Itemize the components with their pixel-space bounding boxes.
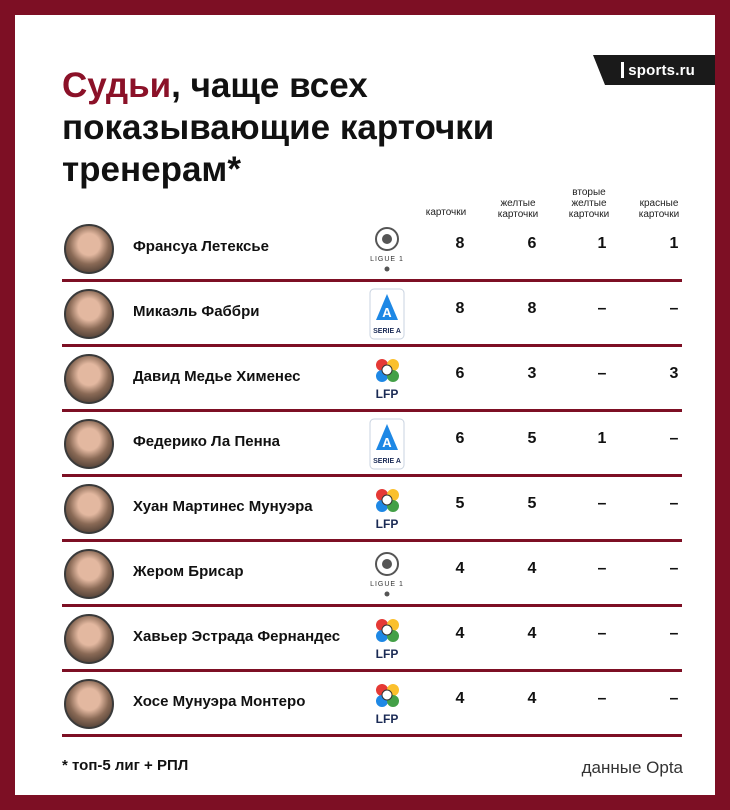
title-line1-rest: , чаще всех bbox=[171, 66, 368, 105]
second-yellow-cards-value: – bbox=[597, 690, 607, 707]
cards-value: 4 bbox=[455, 560, 465, 577]
table-row bbox=[62, 477, 682, 542]
second-yellow-cards-value: 1 bbox=[597, 235, 607, 252]
page-title bbox=[62, 65, 494, 191]
cards-value: 6 bbox=[455, 430, 465, 447]
referee-name: Франсуа Летексье bbox=[133, 238, 269, 255]
lfp-logo-icon bbox=[369, 613, 405, 665]
table-row bbox=[62, 282, 682, 347]
cards-value: 6 bbox=[455, 365, 465, 382]
ligue1-logo-icon bbox=[369, 223, 405, 275]
lfp-logo-icon bbox=[369, 678, 405, 730]
referee-photo bbox=[64, 289, 114, 339]
lfp-logo-icon bbox=[369, 353, 405, 405]
infographic-card bbox=[15, 15, 715, 795]
column-header-second-yellow bbox=[554, 187, 624, 220]
referee-name: Хосе Мунуэра Монтеро bbox=[133, 693, 306, 710]
referee-photo bbox=[64, 549, 114, 599]
red-cards-value: – bbox=[669, 690, 679, 707]
table-row bbox=[62, 607, 682, 672]
league-label: LIGUE 1 bbox=[370, 581, 404, 588]
yellow-cards-value: 4 bbox=[527, 560, 537, 577]
logo-text: sports.ru bbox=[628, 61, 695, 79]
referee-name: Хавьер Эстрада Фернандес bbox=[133, 628, 341, 645]
table-row bbox=[62, 217, 682, 282]
sports-ru-logo bbox=[605, 55, 715, 85]
yellow-cards-value: 5 bbox=[527, 430, 537, 447]
seriea-logo-icon bbox=[369, 418, 405, 470]
yellow-cards-value: 3 bbox=[527, 365, 537, 382]
column-header-red-line2: карточки bbox=[638, 209, 680, 220]
title-line2: показывающие карточки bbox=[62, 108, 495, 147]
table-row bbox=[62, 672, 682, 737]
yellow-cards-value: 4 bbox=[527, 625, 537, 642]
red-cards-value: – bbox=[669, 300, 679, 317]
yellow-cards-value: 4 bbox=[527, 690, 537, 707]
column-header-red-line1: красные bbox=[639, 198, 679, 209]
column-header-yellow-line2: карточки bbox=[497, 209, 539, 220]
footnote: * топ-5 лиг + РПЛ bbox=[62, 757, 189, 774]
referee-name: Хуан Мартинес Мунуэра bbox=[133, 498, 313, 515]
source-note: данные Opta bbox=[581, 758, 683, 777]
svg-text:A: A bbox=[382, 305, 392, 320]
red-cards-value: 3 bbox=[669, 365, 679, 382]
league-label: SERIE A bbox=[373, 328, 401, 335]
cards-value: 8 bbox=[455, 300, 465, 317]
column-header-yellow-line1: желтые bbox=[500, 198, 536, 209]
red-cards-value: – bbox=[669, 560, 679, 577]
column-header-second-yellow-line2: желтые bbox=[571, 198, 607, 209]
referee-photo bbox=[64, 354, 114, 404]
column-header-second-yellow-line3: карточки bbox=[568, 209, 610, 220]
second-yellow-cards-value: – bbox=[597, 560, 607, 577]
title-line3: тренерам* bbox=[62, 150, 241, 189]
cards-value: 4 bbox=[455, 690, 465, 707]
red-cards-value: 1 bbox=[669, 235, 679, 252]
referee-name: Давид Медье Хименес bbox=[133, 368, 301, 385]
yellow-cards-value: 8 bbox=[527, 300, 537, 317]
league-label: LFP bbox=[375, 517, 399, 531]
table-row bbox=[62, 542, 682, 607]
second-yellow-cards-value: 1 bbox=[597, 430, 607, 447]
league-label: LFP bbox=[375, 647, 399, 661]
league-label: LFP bbox=[375, 387, 399, 401]
red-cards-value: – bbox=[669, 495, 679, 512]
referee-photo bbox=[64, 419, 114, 469]
table-row bbox=[62, 412, 682, 477]
referee-photo bbox=[64, 224, 114, 274]
column-header-cards-label: карточки bbox=[425, 207, 467, 218]
referee-name: Федерико Ла Пенна bbox=[133, 433, 281, 450]
svg-text:A: A bbox=[382, 435, 392, 450]
red-cards-value: – bbox=[669, 430, 679, 447]
lfp-logo-icon bbox=[369, 483, 405, 535]
league-label: SERIE A bbox=[373, 458, 401, 465]
cards-value: 4 bbox=[455, 625, 465, 642]
red-cards-value: – bbox=[669, 625, 679, 642]
seriea-logo-icon bbox=[369, 288, 405, 340]
referee-name: Жером Брисар bbox=[133, 563, 244, 580]
league-label: LIGUE 1 bbox=[370, 256, 404, 263]
second-yellow-cards-value: – bbox=[597, 625, 607, 642]
yellow-cards-value: 6 bbox=[527, 235, 537, 252]
referee-photo bbox=[64, 484, 114, 534]
table-row bbox=[62, 347, 682, 412]
second-yellow-cards-value: – bbox=[597, 300, 607, 317]
referee-photo bbox=[64, 614, 114, 664]
second-yellow-cards-value: – bbox=[597, 365, 607, 382]
row-separator bbox=[62, 734, 682, 737]
referee-name: Микаэль Фаббри bbox=[133, 303, 260, 320]
cards-value: 8 bbox=[455, 235, 465, 252]
league-label: LFP bbox=[375, 712, 399, 726]
referee-photo bbox=[64, 679, 114, 729]
ligue1-logo-icon bbox=[369, 548, 405, 600]
cards-value: 5 bbox=[455, 495, 465, 512]
yellow-cards-value: 5 bbox=[527, 495, 537, 512]
title-accent: Судьи bbox=[62, 66, 172, 105]
column-header-second-yellow-line1: вторые bbox=[572, 187, 606, 198]
logo-bar-icon bbox=[621, 62, 624, 78]
second-yellow-cards-value: – bbox=[597, 495, 607, 512]
